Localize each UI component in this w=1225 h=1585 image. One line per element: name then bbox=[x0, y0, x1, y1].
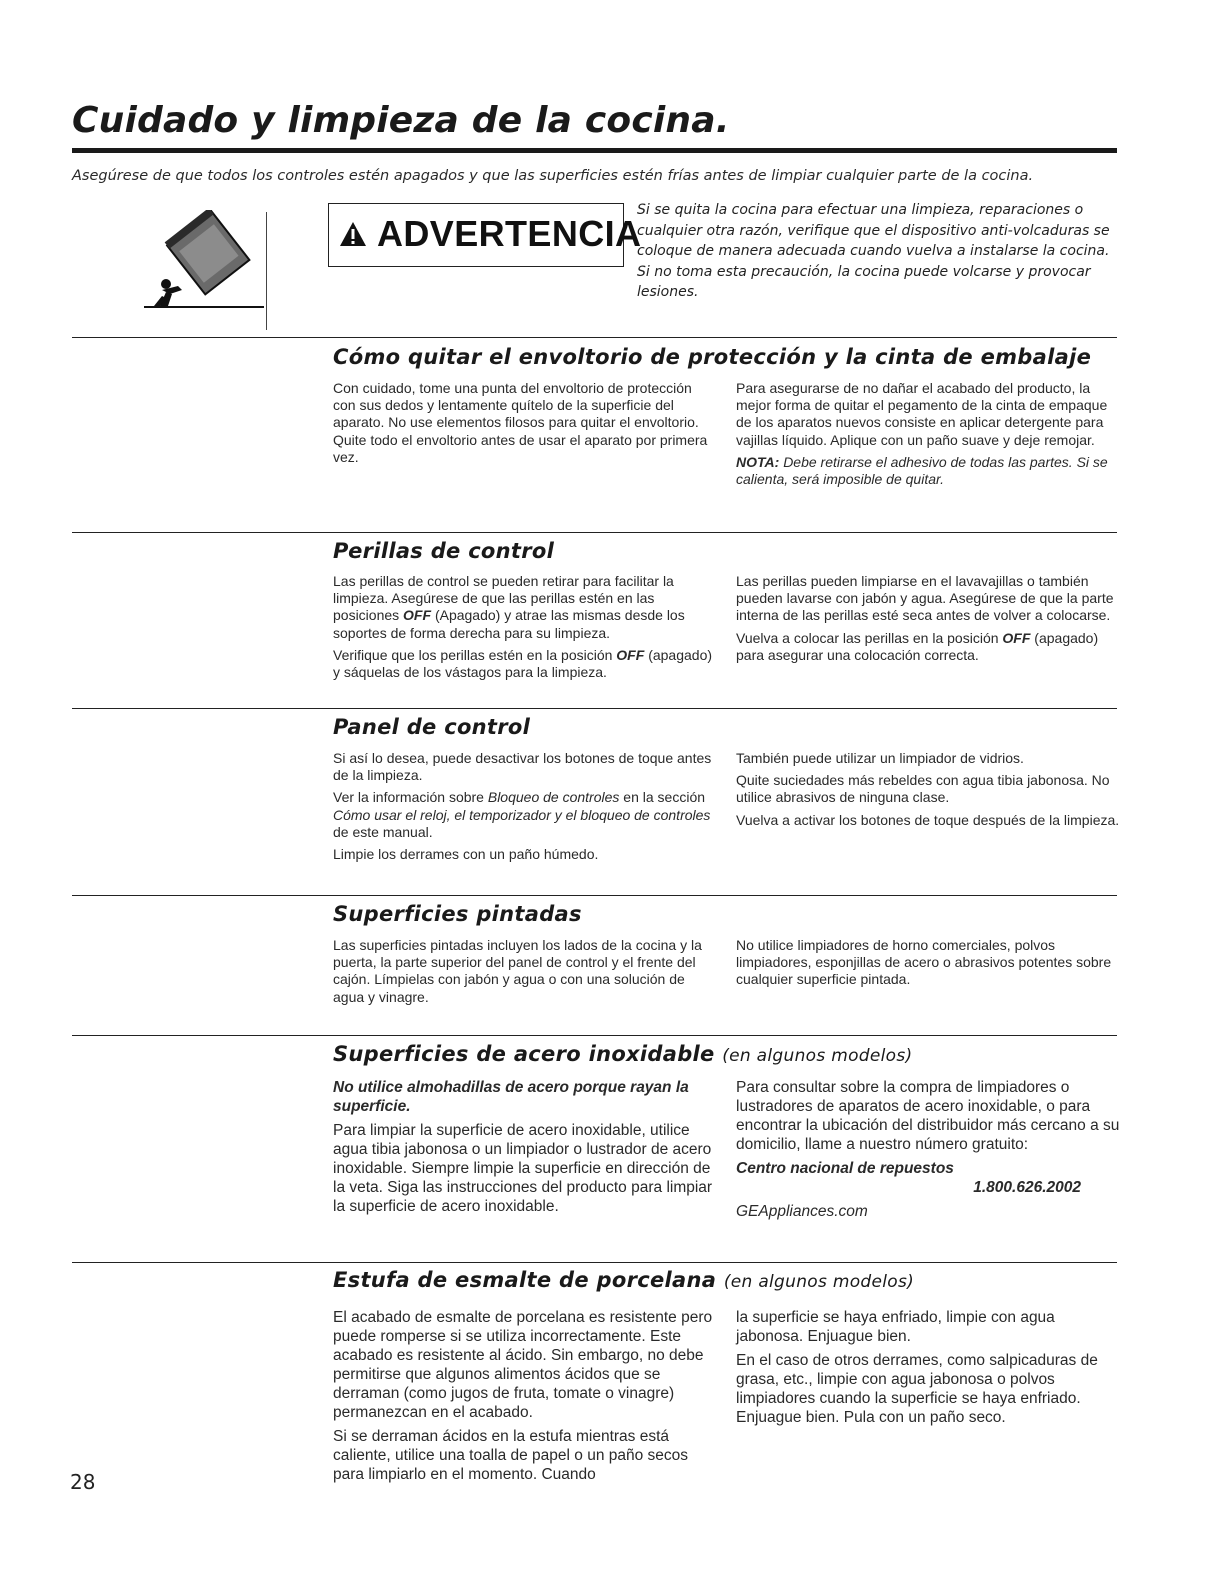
warning-divider bbox=[266, 212, 267, 330]
section-title-panel: Panel de control bbox=[333, 715, 531, 739]
section-rule bbox=[72, 532, 1117, 533]
panel-left-p3: Limpie los derrames con un paño húmedo. bbox=[333, 846, 599, 863]
acero-left-text: Para limpiar la superficie de acero inoxidable, utilice agua tibia jabonosa o un limpiador o lustrador de acero inoxidable. Siempre limpie la superficie en dirección de la veta. Siga las instrucciones del producto para limpiar la superficie de acero inoxidable. bbox=[333, 1122, 713, 1215]
perillas-right bbox=[736, 573, 1121, 669]
acero-right-text: Para consultar sobre la compra de limpiadores o lustradores de aparatos de acero inoxidable, o para encontrar la ubicación del distribuidor más cercano a su domicilio, llame a nuestro número gratuito: bbox=[736, 1079, 1120, 1153]
warning-badge bbox=[328, 203, 642, 267]
perillas-left bbox=[333, 573, 713, 686]
section-title-perillas: Perillas de control bbox=[333, 539, 555, 563]
envoltorio-nota bbox=[736, 454, 1121, 488]
envoltorio-right-text: Para asegurarse de no dañar el acabado del producto, la mejor forma de quitar el pegamento de la cinta de empaque de los aparatos nuevos consiste en aplicar detergente para vajillas líquido. Aplique con un paño suave y deje remojar. bbox=[736, 380, 1108, 448]
section-rule bbox=[72, 1035, 1117, 1036]
envoltorio-right bbox=[736, 380, 1121, 493]
esmalte-right-p1: la superficie se haya enfriado, limpie con agua jabonosa. Enjuague bien. bbox=[736, 1309, 1055, 1345]
acero-warning: No utilice almohadillas de acero porque rayan la superficie. bbox=[333, 1079, 689, 1115]
esmalte-left-p2: Si se derraman ácidos en la estufa mientras está caliente, utilice una toalla de papel o un paño secos para limpiarlo en el momento. Cuando bbox=[333, 1428, 689, 1483]
pintadas-right bbox=[736, 937, 1121, 994]
parts-center-label: Centro nacional de repuestos bbox=[736, 1160, 954, 1177]
esmalte-subtitle: (en algunos modelos) bbox=[723, 1272, 915, 1292]
esmalte-left bbox=[333, 1308, 713, 1489]
website-link: GEAppliances.com bbox=[736, 1203, 868, 1220]
range-tip-over-icon bbox=[142, 210, 266, 315]
panel-right-p2: Quite suciedades más rebeldes con agua tibia jabonosa. No utilice abrasivos de ninguna clase. bbox=[736, 772, 1110, 806]
warning-triangle-icon bbox=[339, 221, 367, 247]
perillas-right-p1: Las perillas pueden limpiarse en el lavavajillas o también pueden lavarse con jabón y agua. Asegúrese de que la parte interna de las perillas esté seca antes de volver a colocarse. bbox=[736, 573, 1114, 624]
panel-left-p2: Ver la información sobre Bloqueo de controles en la sección Cómo usar el reloj, el temporizador y el bloqueo de controles de este manual. bbox=[333, 789, 711, 840]
section-title-acero: Superficies de acero inoxidable (en algunos modelos) bbox=[333, 1042, 913, 1066]
panel-right bbox=[736, 750, 1121, 834]
envoltorio-left bbox=[333, 380, 713, 471]
warning-label: ADVERTENCIA bbox=[377, 213, 642, 254]
perillas-left-p1: Las perillas de control se pueden retirar para facilitar la limpieza. Asegúrese de que las perillas estén en las posiciones OFF (Apagado) y atrae las mismas desde los soportes de forma derecha para su limpieza. bbox=[333, 573, 685, 641]
acero-left bbox=[333, 1078, 713, 1221]
perillas-right-p2: Vuelva a colocar las perillas en la posición OFF (apagado) para asegurar una colocación correcta. bbox=[736, 629, 1099, 663]
section-rule bbox=[72, 895, 1117, 896]
envoltorio-left-text: Con cuidado, tome una punta del envoltorio de protección con sus dedos y lentamente quítelo de la superficie del aparato. No use elementos filosos para quitar el envoltorio. Quite todo el envoltorio antes de usar el aparato por primera vez. bbox=[333, 380, 708, 465]
section-rule bbox=[72, 1262, 1117, 1263]
section-title-pintadas: Superficies pintadas bbox=[333, 902, 582, 926]
section-title-esmalte: Estufa de esmalte de porcelana (en algunos modelos) bbox=[333, 1268, 915, 1292]
esmalte-right-p2: En el caso de otros derrames, como salpicaduras de grasa, etc., limpie con agua jabonosa o polvos limpiadores cuando la superficie se haya enfriado. Enjuague bien. Pula con un paño seco. bbox=[736, 1352, 1098, 1426]
panel-right-p3: Vuelva a activar los botones de toque después de la limpieza. bbox=[736, 811, 1120, 828]
section-rule bbox=[72, 708, 1117, 709]
acero-right bbox=[736, 1078, 1121, 1226]
section-rule bbox=[72, 337, 1117, 338]
perillas-left-p2: Verifique que los perillas estén en la posición OFF (apagado) y sáquelas de los vástagos para la limpieza. bbox=[333, 646, 713, 681]
panel-left-p1: Si así lo desea, puede desactivar los botones de toque antes de la limpieza. bbox=[333, 750, 712, 784]
nota-label: NOTA: bbox=[736, 453, 780, 470]
page-subtitle: Asegúrese de que todos los controles estén apagados y que las superficies estén frías antes de limpiar cualquier parte de la cocina. bbox=[72, 168, 1034, 184]
esmalte-right bbox=[736, 1308, 1121, 1432]
title-rule bbox=[72, 148, 1117, 153]
pintadas-right-text: No utilice limpiadores de horno comerciales, polvos limpiadores, esponjillas de acero o abrasivos potentes sobre cualquier superficie pintada. bbox=[736, 937, 1112, 988]
panel-left bbox=[333, 750, 713, 868]
page-title: Cuidado y limpieza de la cocina. bbox=[72, 100, 730, 141]
panel-right-p1: También puede utilizar un limpiador de vidrios. bbox=[736, 750, 1024, 766]
acero-subtitle: (en algunos modelos) bbox=[722, 1046, 913, 1066]
page-number: 28 bbox=[70, 1470, 96, 1494]
parts-center-phone: 1.800.626.2002 bbox=[973, 1179, 1081, 1196]
warning-text: Si se quita la cocina para efectuar una limpieza, reparaciones o cualquier otra razón, verifique que el dispositivo anti-volcaduras se coloque de manera adecuada cuando vuelva a instalarse la cocina. Si no toma esta precaución, la cocina puede volcarse y provocar lesiones. bbox=[637, 202, 1110, 300]
pintadas-left-text: Las superficies pintadas incluyen los lados de la cocina y la puerta, la parte superior del panel de control y el frente del cajón. Límpielas con jabón y agua o con una solución de agua y vinagre. bbox=[333, 937, 702, 1005]
pintadas-left bbox=[333, 937, 713, 1011]
nota-text: Debe retirarse el adhesivo de todas las partes. Si se calienta, será imposible de quitar. bbox=[736, 453, 1108, 488]
section-title-envoltorio: Cómo quitar el envoltorio de protección y la cinta de embalaje bbox=[333, 345, 1092, 369]
esmalte-left-p1: El acabado de esmalte de porcelana es resistente pero puede romperse si se utiliza incorrectamente. Este acabado es resistente al ácido. Sin embargo, no debe permitirse que algunos alimentos ácidos que se derraman (como jugos de fruta, tomate o vinagre) permanezcan en el acabado. bbox=[333, 1309, 713, 1421]
